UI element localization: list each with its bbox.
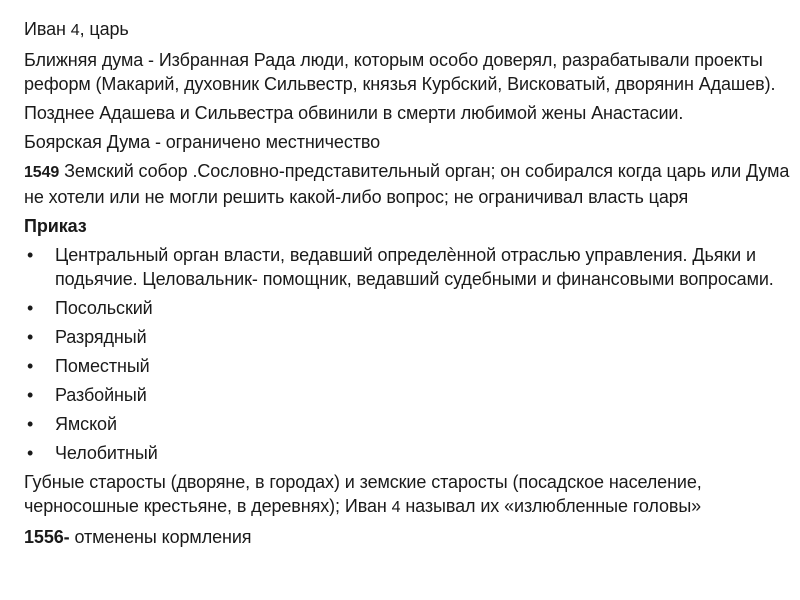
list-item (24, 412, 794, 436)
title-line (24, 17, 794, 43)
list-item (24, 354, 794, 378)
list-item-text: Ямской (55, 414, 117, 434)
prikaz-list (24, 243, 794, 465)
gubnye-text-a: Губные старосты (дворяне, в городах) и земские старосты (посадское население, черносошные крестьяне, в деревнях); Иван (24, 472, 702, 516)
list-item (24, 243, 794, 291)
bullet-icon: • (27, 443, 34, 463)
paragraph-adashev: Позднее Адашева и Сильвестра обвинили в смерти любимой жены Анастасии. (24, 103, 684, 123)
title-number: 4 (70, 22, 80, 39)
paragraph-zemsky-sobor (24, 159, 794, 209)
list-item-text: Разрядный (55, 327, 147, 347)
sobor-text: Земский собор .Сословно-представительный орган; он собирался когда царь или Дума не хотели или не могли решить какой-либо вопрос; не ограничивал власть царя (24, 161, 790, 207)
year-1556: 1556- (24, 527, 70, 547)
list-item (24, 296, 794, 320)
list-item (24, 383, 794, 407)
title-suffix: , царь (79, 19, 129, 39)
bullet-icon: • (27, 356, 34, 376)
bullet-icon: • (27, 327, 34, 347)
document-content (24, 17, 794, 554)
list-item-text: Разбойный (55, 385, 147, 405)
text-1556: отменены кормления (69, 527, 252, 547)
paragraph-gubnye-starosty (24, 470, 794, 520)
paragraph-1556 (24, 525, 794, 549)
list-item-text: Поместный (55, 356, 150, 376)
title-prefix: Иван (24, 19, 71, 39)
list-item-text: Центральный орган власти, ведавший определѐнной отраслью управления. Дьяки и подьячие. Целовальник- помощник, ведавший судебными и финансовыми вопросами. (55, 245, 774, 289)
paragraph-near-duma: Ближняя дума - Избранная Рада люди, которым особо доверял, разрабатывали проекты реформ (Макарий, духовник Сильвестр, князья Курбский, Висковатый, дворянин Адашев). (24, 50, 776, 94)
gubnye-text-b: называл их «излюбленные головы» (400, 496, 702, 516)
gubnye-number: 4 (391, 499, 401, 516)
bullet-icon: • (27, 298, 34, 318)
list-item (24, 441, 794, 465)
list-item (24, 325, 794, 349)
bullet-icon: • (27, 414, 34, 434)
sobor-year: 1549 (24, 164, 60, 181)
bullet-icon: • (27, 245, 34, 265)
bullet-icon: • (27, 385, 34, 405)
heading-prikaz: Приказ (24, 216, 87, 236)
list-item-text: Посольский (55, 298, 153, 318)
paragraph-boyar-duma: Боярская Дума - ограничено местничество (24, 132, 381, 152)
list-item-text: Челобитный (55, 443, 158, 463)
